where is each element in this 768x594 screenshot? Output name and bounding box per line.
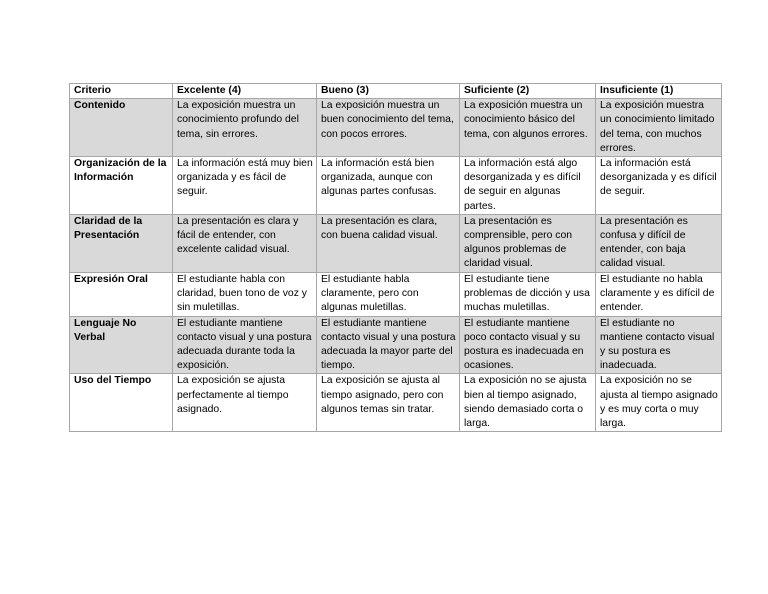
table-cell: La exposición se ajusta al tiempo asignado, pero con algunos temas sin tratar. [317, 374, 460, 432]
header-criterio: Criterio [70, 84, 173, 99]
table-row [70, 374, 722, 432]
table-cell: El estudiante tiene problemas de dicción y usa muchas muletillas. [460, 272, 596, 316]
table-row [70, 316, 722, 374]
table-cell: La información está desorganizada y es difícil de seguir. [596, 157, 722, 215]
table-row [70, 157, 722, 215]
table-row [70, 272, 722, 316]
header-suficiente: Suficiente (2) [460, 84, 596, 99]
table-cell: La exposición no se ajusta al tiempo asignado y es muy corta o muy larga. [596, 374, 722, 432]
table-row [70, 214, 722, 272]
table-cell: La exposición no se ajusta bien al tiempo asignado, siendo demasiado corta o larga. [460, 374, 596, 432]
table-cell: El estudiante habla claramente, pero con algunas muletillas. [317, 272, 460, 316]
rubric-table [69, 83, 722, 432]
table-cell: El estudiante habla con claridad, buen tono de voz y sin muletillas. [173, 272, 317, 316]
table-cell: La exposición se ajusta perfectamente al tiempo asignado. [173, 374, 317, 432]
table-row [70, 99, 722, 157]
header-insuficiente: Insuficiente (1) [596, 84, 722, 99]
table-cell: La información está algo desorganizada y es difícil de seguir en algunas partes. [460, 157, 596, 215]
table-cell: La presentación es clara y fácil de entender, con excelente calidad visual. [173, 214, 317, 272]
criterion-cell: Uso del Tiempo [70, 374, 173, 432]
table-cell: El estudiante mantiene contacto visual y una postura adecuada la mayor parte del tiempo. [317, 316, 460, 374]
criterion-cell: Contenido [70, 99, 173, 157]
table-cell: La información está bien organizada, aunque con algunas partes confusas. [317, 157, 460, 215]
table-cell: El estudiante no habla claramente y es difícil de entender. [596, 272, 722, 316]
header-row [70, 84, 722, 99]
table-cell: La exposición muestra un buen conocimiento del tema, con pocos errores. [317, 99, 460, 157]
table-cell: La exposición muestra un conocimiento básico del tema, con algunos errores. [460, 99, 596, 157]
criterion-cell: Lenguaje No Verbal [70, 316, 173, 374]
header-bueno: Bueno (3) [317, 84, 460, 99]
header-excelente: Excelente (4) [173, 84, 317, 99]
table-cell: La exposición muestra un conocimiento profundo del tema, sin errores. [173, 99, 317, 157]
criterion-cell: Claridad de la Presentación [70, 214, 173, 272]
table-cell: La presentación es confusa y difícil de entender, con baja calidad visual. [596, 214, 722, 272]
criterion-cell: Organización de la Información [70, 157, 173, 215]
table-cell: El estudiante mantiene poco contacto visual y su postura es inadecuada en ocasiones. [460, 316, 596, 374]
table-cell: El estudiante no mantiene contacto visual y su postura es inadecuada. [596, 316, 722, 374]
table-cell: El estudiante mantiene contacto visual y una postura adecuada durante toda la exposición. [173, 316, 317, 374]
table-cell: La presentación es comprensible, pero con algunos problemas de claridad visual. [460, 214, 596, 272]
table-cell: La exposición muestra un conocimiento limitado del tema, con muchos errores. [596, 99, 722, 157]
table-cell: La información está muy bien organizada y es fácil de seguir. [173, 157, 317, 215]
table-cell: La presentación es clara, con buena calidad visual. [317, 214, 460, 272]
criterion-cell: Expresión Oral [70, 272, 173, 316]
